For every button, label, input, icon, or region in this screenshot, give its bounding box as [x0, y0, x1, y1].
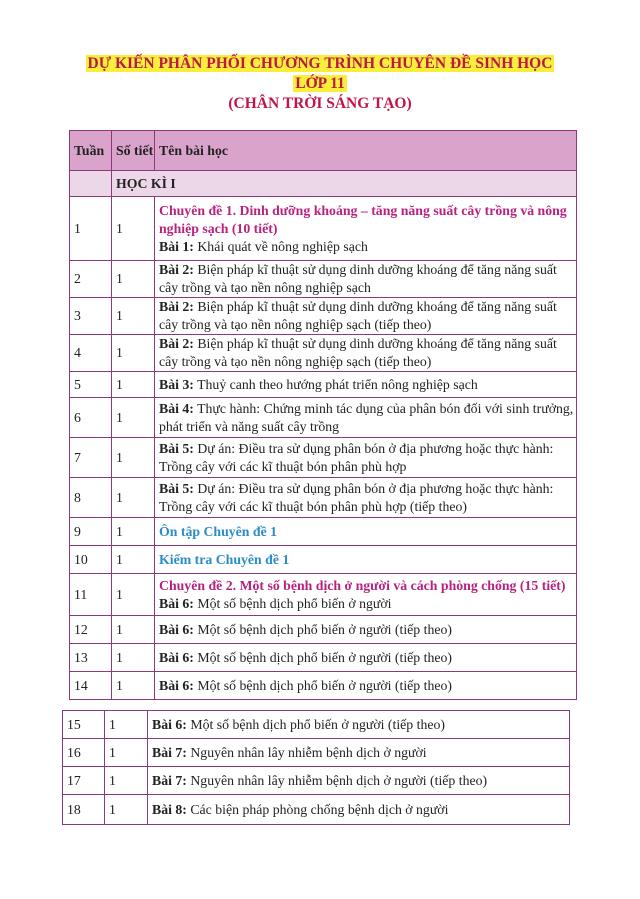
lesson-title: Một số bệnh dịch phổ biến ở người (tiếp theo) — [186, 716, 446, 732]
review-title: Ôn tập Chuyên đề 1 — [159, 523, 278, 539]
lesson-number: Bài 6: — [159, 621, 194, 637]
lesson-cell — [155, 672, 577, 700]
periods-cell: 1 — [105, 767, 148, 795]
week-cell: 1 — [70, 197, 112, 261]
lesson-title: Dự án: Điều tra sử dụng phân bón ở địa phương hoặc thực hành: Trồng cây với các kĩ thuật bón phân phù hợp — [159, 440, 554, 474]
week-cell: 11 — [70, 574, 112, 616]
lesson-number: Bài 4: — [159, 400, 194, 416]
header-week: Tuần — [70, 131, 112, 171]
lesson-cell — [148, 711, 570, 739]
curriculum-table-continued — [62, 710, 570, 825]
lesson-number: Bài 8: — [152, 801, 187, 817]
semester-label: HỌC KÌ I — [112, 171, 577, 197]
week-cell: 5 — [70, 372, 112, 398]
lesson-title: Nguyên nhân lây nhiễm bệnh dịch ở người (tiếp theo) — [186, 772, 488, 788]
week-cell: 13 — [70, 644, 112, 672]
lesson-number: Bài 3: — [159, 376, 194, 392]
week-cell: 2 — [70, 261, 112, 298]
lesson-cell — [155, 197, 577, 261]
table-header-row — [70, 131, 577, 171]
periods-cell: 1 — [112, 261, 155, 298]
lesson-title: Biện pháp kĩ thuật sử dụng dinh dưỡng khoáng để tăng năng suất cây trồng và tạo nền nông nghiệp sạch (tiếp theo) — [159, 299, 557, 332]
lesson-cell — [155, 261, 577, 298]
periods-cell: 1 — [112, 574, 155, 616]
table-row — [70, 372, 577, 398]
lesson-title: Một số bệnh dịch phổ biến ở người (tiếp theo) — [193, 677, 453, 693]
periods-cell: 1 — [112, 298, 155, 335]
periods-cell: 1 — [112, 672, 155, 700]
lesson-number: Bài 5: — [159, 480, 194, 496]
lesson-number: Bài 7: — [152, 744, 187, 760]
periods-cell: 1 — [105, 795, 148, 825]
lesson-cell — [155, 574, 577, 616]
table-row — [70, 438, 577, 478]
lesson-number: Bài 6: — [159, 649, 194, 665]
lesson-cell — [148, 739, 570, 767]
table-row — [70, 644, 577, 672]
topic-title: Chuyên đề 1. Dinh dưỡng khoáng – tăng năng suất cây trồng và nông nghiệp sạch (10 tiết) — [159, 202, 567, 236]
lesson-number: Bài 6: — [159, 595, 194, 611]
periods-cell: 1 — [112, 546, 155, 574]
lesson-cell — [155, 298, 577, 335]
table-row — [70, 298, 577, 335]
lesson-number: Bài 6: — [159, 677, 194, 693]
lesson-cell — [155, 398, 577, 438]
periods-cell: 1 — [112, 197, 155, 261]
periods-cell: 1 — [112, 616, 155, 644]
lesson-title: Thực hành: Chứng minh tác dụng của phân bón đối với sinh trưởng, phát triển và năng suất cây trồng — [159, 400, 574, 434]
review-title: Kiểm tra Chuyên đề 1 — [159, 551, 290, 567]
table-row — [70, 398, 577, 438]
week-cell: 7 — [70, 438, 112, 478]
lesson-cell — [148, 767, 570, 795]
document-title-line-1: DỰ KIẾN PHÂN PHỐI CHƯƠNG TRÌNH CHUYÊN ĐỀ SINH HỌC — [87, 55, 553, 72]
lesson-title: Thuỷ canh theo hướng phát triển nông nghiệp sạch — [193, 376, 478, 392]
lesson-number: Bài 6: — [152, 716, 187, 732]
lesson-number: Bài 5: — [159, 440, 194, 456]
week-cell: 15 — [63, 711, 105, 739]
document-subtitle: (CHÂN TRỜI SÁNG TẠO) — [228, 95, 412, 112]
table-row — [70, 197, 577, 261]
lesson-cell — [155, 438, 577, 478]
week-cell: 18 — [63, 795, 105, 825]
table-row — [70, 672, 577, 700]
table-row — [70, 616, 577, 644]
week-cell: 4 — [70, 335, 112, 372]
week-cell: 8 — [70, 478, 112, 518]
lesson-title: Biện pháp kĩ thuật sử dụng dinh dưỡng khoáng để tăng năng suất cây trồng và tạo nền nông nghiệp sạch — [159, 262, 557, 295]
lesson-number: Bài 1: — [159, 238, 194, 254]
periods-cell: 1 — [112, 644, 155, 672]
periods-cell: 1 — [105, 711, 148, 739]
periods-cell: 1 — [112, 335, 155, 372]
lesson-title: Một số bệnh dịch phổ biến ở người (tiếp theo) — [193, 621, 453, 637]
lesson-cell — [155, 372, 577, 398]
lesson-number: Bài 2: — [159, 299, 194, 314]
lesson-title: Khái quát về nông nghiệp sạch — [193, 238, 368, 254]
lesson-cell — [155, 616, 577, 644]
lesson-title: Một số bệnh dịch phổ biến ở người (tiếp theo) — [193, 649, 453, 665]
periods-cell: 1 — [112, 478, 155, 518]
curriculum-table — [69, 130, 577, 700]
week-cell: 9 — [70, 518, 112, 546]
lesson-number: Bài 2: — [159, 336, 194, 351]
lesson-title: Dự án: Điều tra sử dụng phân bón ở địa phương hoặc thực hành: Trồng cây với các kĩ thuật bón phân phù hợp (tiếp theo) — [159, 480, 554, 514]
lesson-cell — [155, 518, 577, 546]
semester-row — [70, 171, 577, 197]
header-lesson: Tên bài học — [155, 131, 577, 171]
week-cell: 14 — [70, 672, 112, 700]
lesson-cell — [155, 546, 577, 574]
periods-cell: 1 — [105, 739, 148, 767]
document-title-line-2: LỚP 11 — [295, 75, 345, 92]
lesson-number: Bài 7: — [152, 772, 187, 788]
table-row — [70, 574, 577, 616]
table-row — [63, 711, 570, 739]
table-row — [63, 767, 570, 795]
periods-cell: 1 — [112, 398, 155, 438]
week-cell: 12 — [70, 616, 112, 644]
lesson-number: Bài 2: — [159, 262, 194, 277]
lesson-title: Biện pháp kĩ thuật sử dụng dinh dưỡng khoáng để tăng năng suất cây trồng và tạo nền nông nghiệp sạch (tiếp theo) — [159, 336, 557, 369]
topic-title: Chuyên đề 2. Một số bệnh dịch ở người và cách phòng chống (15 tiết) — [159, 577, 566, 593]
table-row — [70, 478, 577, 518]
table-row — [70, 546, 577, 574]
lesson-cell — [148, 795, 570, 825]
table-row — [70, 335, 577, 372]
periods-cell: 1 — [112, 518, 155, 546]
week-cell: 10 — [70, 546, 112, 574]
week-cell: 16 — [63, 739, 105, 767]
lesson-title: Nguyên nhân lây nhiễm bệnh dịch ở người — [186, 744, 427, 760]
lesson-cell — [155, 478, 577, 518]
week-cell: 6 — [70, 398, 112, 438]
table-row — [70, 518, 577, 546]
week-cell: 17 — [63, 767, 105, 795]
week-cell: 3 — [70, 298, 112, 335]
periods-cell: 1 — [112, 372, 155, 398]
table-row — [63, 739, 570, 767]
lesson-title: Các biện pháp phòng chống bệnh dịch ở người — [186, 801, 449, 817]
lesson-cell — [155, 644, 577, 672]
lesson-title: Một số bệnh dịch phổ biến ở người — [193, 595, 392, 611]
header-periods: Số tiết — [112, 131, 155, 171]
table-row — [63, 795, 570, 825]
table-row — [70, 261, 577, 298]
periods-cell: 1 — [112, 438, 155, 478]
lesson-cell — [155, 335, 577, 372]
